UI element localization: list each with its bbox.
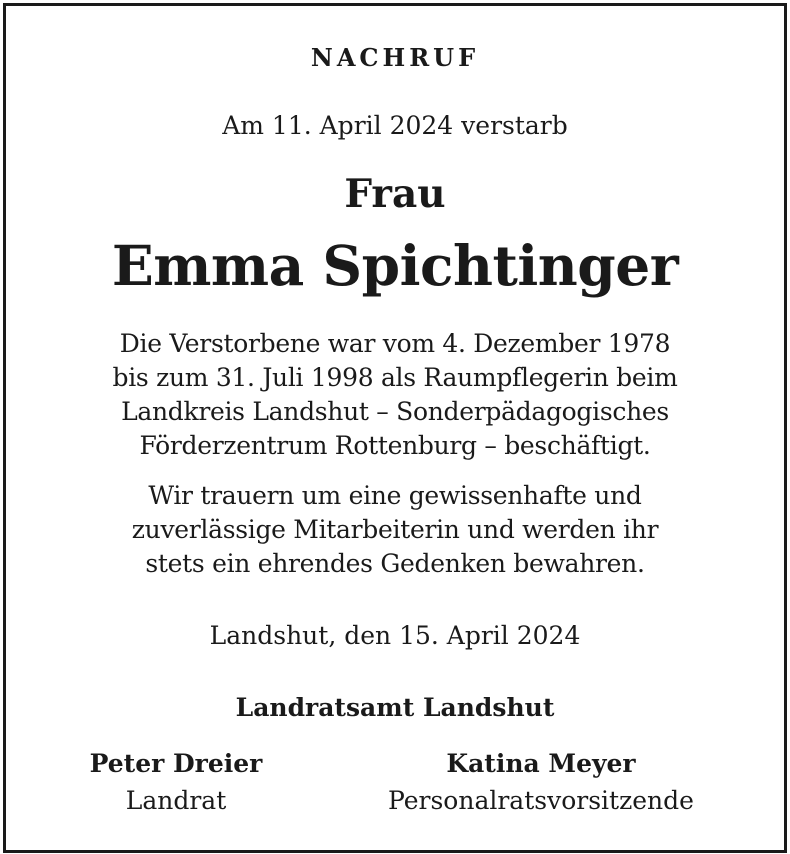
signatory-name: Katina Meyer bbox=[446, 749, 636, 778]
death-date-intro: Am 11. April 2024 verstarb bbox=[222, 111, 568, 140]
mourning-paragraph-line: stets ein ehrendes Gedenken bewahren. bbox=[145, 549, 645, 578]
service-paragraph-line: Die Verstorbene war vom 4. Dezember 1978 bbox=[119, 329, 671, 358]
service-paragraph-line: Landkreis Landshut – Sonderpädagogisches bbox=[121, 397, 669, 426]
signatory-role: Personalratsvorsitzende bbox=[388, 786, 694, 815]
signatory-name: Peter Dreier bbox=[89, 749, 263, 778]
organization-name: Landratsamt Landshut bbox=[235, 693, 555, 722]
deceased-name: Emma Spichtinger bbox=[111, 233, 679, 298]
salutation: Frau bbox=[344, 171, 446, 217]
obituary-notice bbox=[3, 3, 787, 851]
mourning-paragraph-line: zuverlässige Mitarbeiterin und werden ihr bbox=[131, 515, 659, 544]
service-paragraph-line: bis zum 31. Juli 1998 als Raumpflegerin beim bbox=[112, 363, 678, 392]
signatory-role: Landrat bbox=[125, 786, 227, 815]
place-and-date: Landshut, den 15. April 2024 bbox=[209, 621, 581, 650]
service-paragraph-line: Förderzentrum Rottenburg – beschäftigt. bbox=[139, 431, 651, 460]
mourning-paragraph-line: Wir trauern um eine gewissenhafte und bbox=[148, 481, 642, 510]
notice-heading: NACHRUF bbox=[310, 43, 480, 72]
